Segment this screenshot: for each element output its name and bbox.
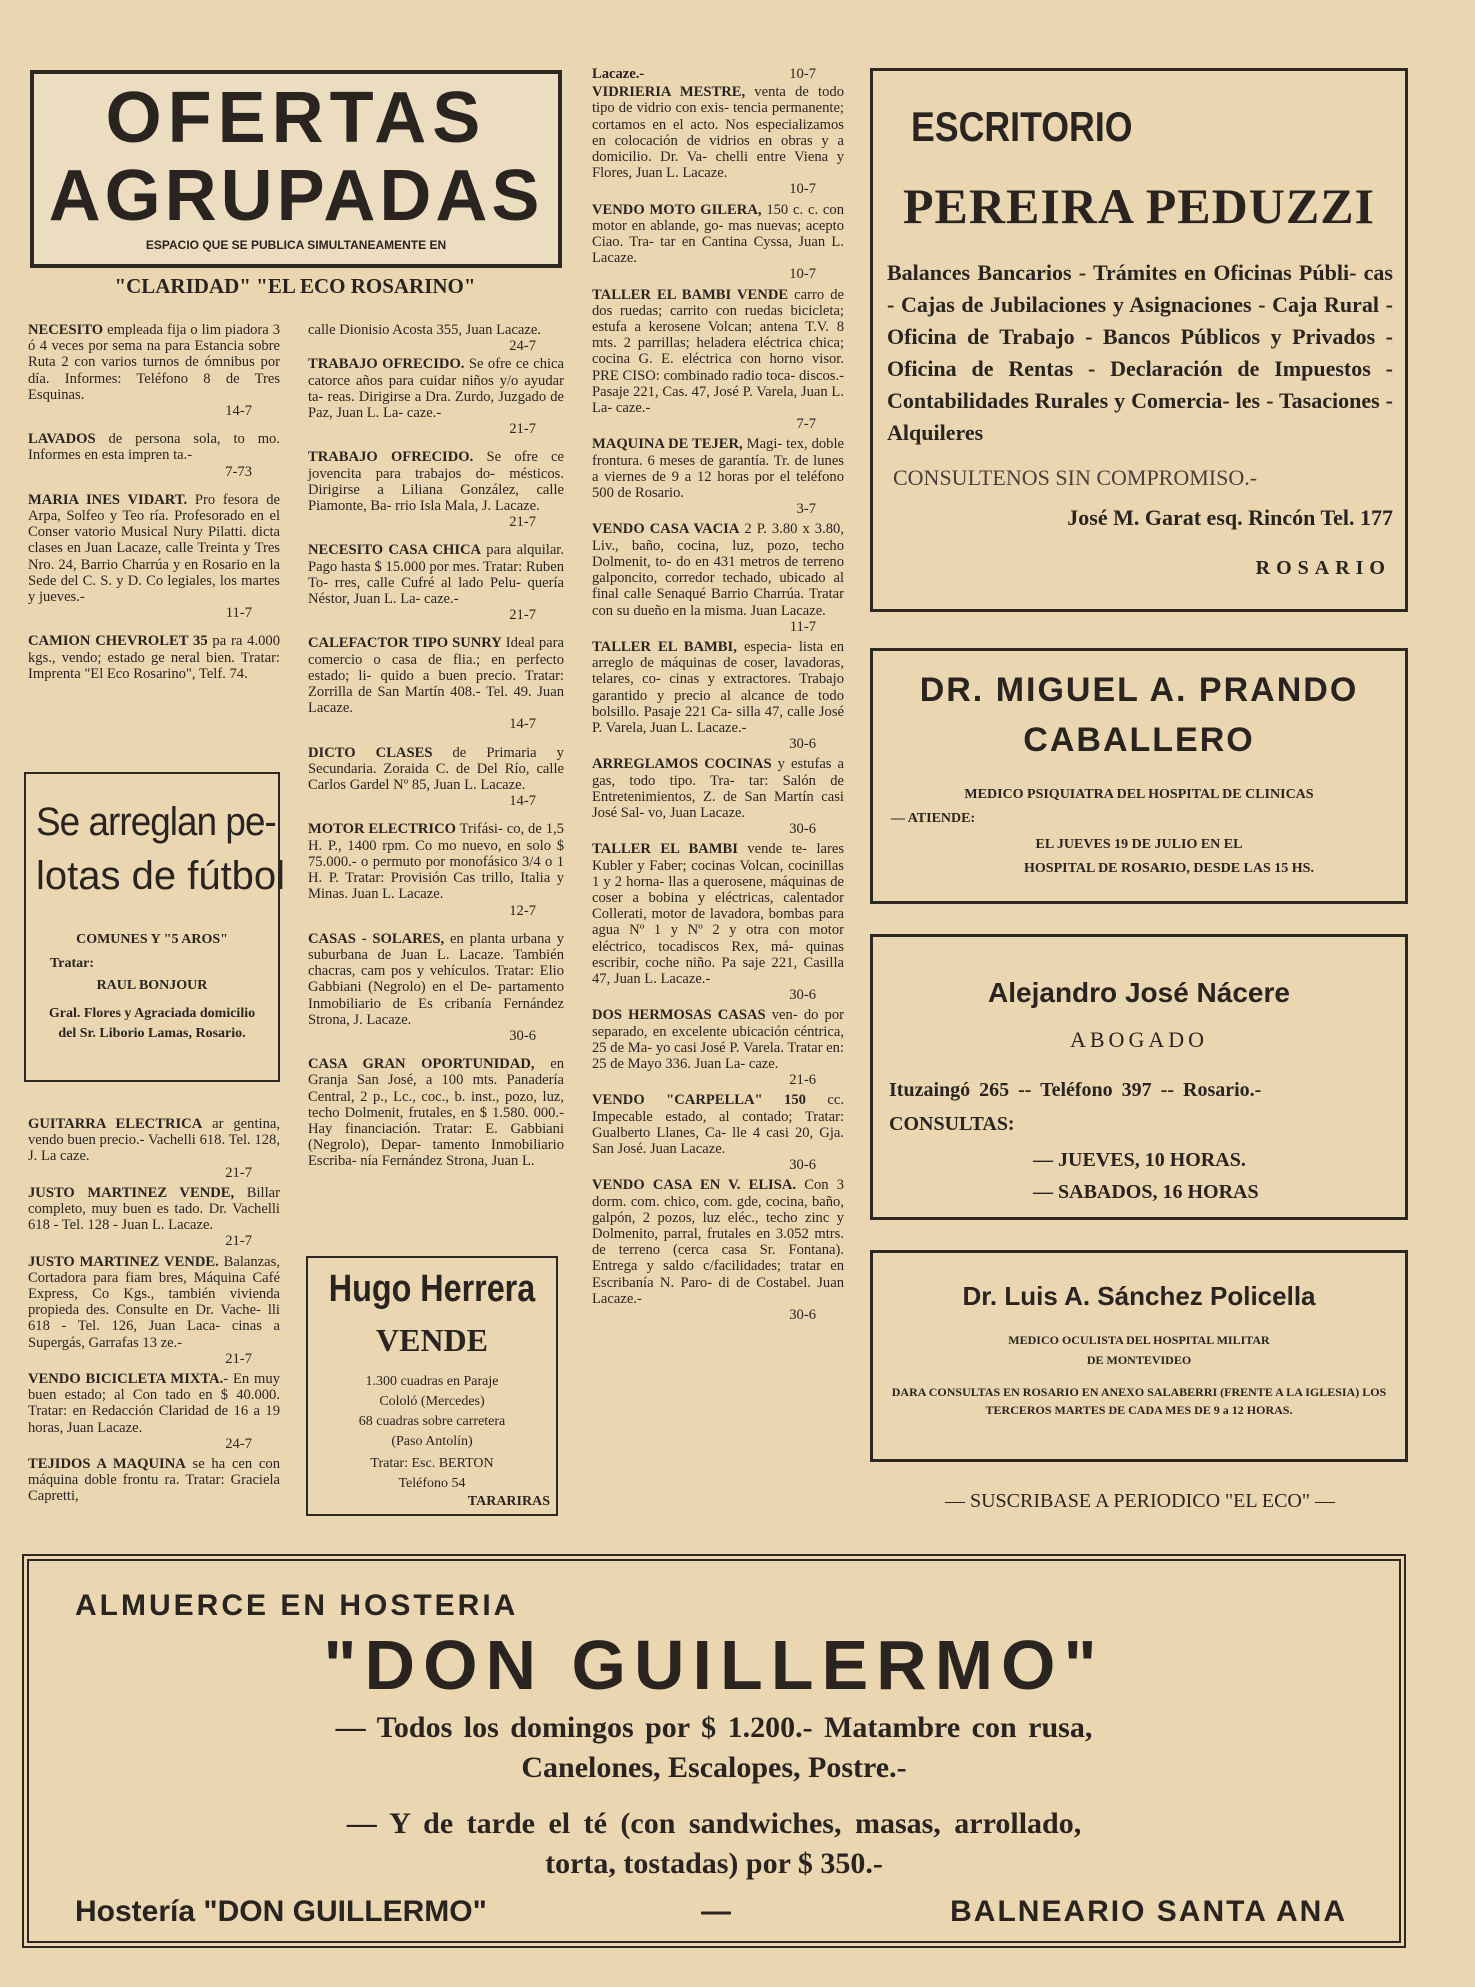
- herrera-l4: (Paso Antolín): [391, 1434, 473, 1449]
- ad-dionisio: calle Dionisio Acosta 355, Juan Lacaze. 24-7: [308, 322, 542, 355]
- hosteria-l1: ALMUERCE EN HOSTERIA: [75, 1589, 519, 1622]
- ad-camion: CAMION CHEVROLET 35 pa ra 4.000 kgs., vendo; estado ge neral bien. Tratar: Imprenta "El Eco Rosarino", Telf. 74.: [28, 633, 280, 682]
- ad-bambi-especialista: TALLER EL BAMBI, especia- lista en arreglo de máquinas de coser, lavadoras, telares, co- cinas y extractores. Trabajo garantido y precio al alcance de todo bolsillo. Pasaje 221 Ca- silla 47, calle José P. Varela, Juan L. Lacaze.- 30-6: [592, 638, 845, 753]
- herrera-ad: [306, 1256, 558, 1516]
- classifieds-col2: [308, 322, 564, 1182]
- sanchez-text: DARA CONSULTAS EN ROSARIO EN ANEXO SALABERRI (FRENTE A LA IGLESIA) LOS TERCEROS MARTES DE CADA MES DE 9 a 12 HORAS.: [891, 1385, 1387, 1417]
- ad-bicicleta: VENDO BICICLETA MIXTA.- En muy buen estado; al Con tado en $ 40.000. Tratar: en Redacción Claridad de 16 a 19 horas, Juan Lacaze. 24-7: [28, 1371, 280, 1452]
- ad-tejidos: TEJIDOS A MAQUINA se ha cen con máquina doble frontu ra. Tratar: Graciela Capretti,: [28, 1456, 280, 1505]
- nacere-name: Alejandro José Nácere: [988, 977, 1290, 1008]
- futbol-line1: Se arreglan pe-: [36, 800, 276, 844]
- ad-bambi-vende: TALLER EL BAMBI VENDE carro de dos ruedas; carrito con ruedas bicicleta; estufa a kerosene Volcan; antena T.V. 8 mts. 2 parrillas; heladera eléctrica chica; cocina G. E. eléctrica con horno visor. PRE CISO: combinado radio toca- discos.- Pasaje 221, Cas. 47, José P. Varela, Juan L. La- caze.- 7-7: [592, 286, 845, 433]
- classifieds-col1: [28, 322, 280, 694]
- sanchez-ad: [870, 1250, 1408, 1462]
- prando-ad: [870, 648, 1408, 904]
- hosteria-l6: torta, tostadas) por $ 350.-: [545, 1847, 883, 1880]
- header-title-line2: AGRUPADAS: [48, 156, 544, 236]
- ad-maquina-tejer: MAQUINA DE TEJER, Magi- tex, doble frontura. 6 meses de garantía. Tr. de lunes a viernes de 9 a 12 horas por el teléfono 500 de Rosario. 3-7: [592, 436, 844, 518]
- ad-moto-gilera: VENDO MOTO GILERA, 150 c. c. con motor en ablande, go- mas nuevas; acepto Ciao. Tra- tar en Cantina Cyssa, Juan L. Lacaze. 10-7: [592, 201, 844, 283]
- pereira-escritorio: ESCRITORIO: [911, 103, 1133, 150]
- prando-name1: DR. MIGUEL A. PRANDO: [919, 671, 1359, 709]
- futbol-addr: Gral. Flores y Agraciada domicilio del Sr. Liborio Lamas, Rosario.: [48, 1006, 256, 1041]
- hosteria-l3: — Todos los domingos por $ 1.200.- Matambre con rusa,: [335, 1711, 1093, 1744]
- ad-guitarra: GUITARRA ELECTRICA ar gentina, vendo buen precio.- Vachelli 618. Tel. 128, J. La caze. 21-7: [28, 1116, 280, 1181]
- ad-billar: JUSTO MARTINEZ VENDE, Billar completo, muy buen es tado. Dr. Vachelli 618 - Tel. 128 - Juan L. Lacaze. 21-7: [28, 1184, 280, 1250]
- pereira-city: ROSARIO: [1255, 557, 1391, 579]
- futbol-name: RAUL BONJOUR: [96, 978, 208, 993]
- hosteria-ad: [22, 1554, 1406, 1948]
- ad-trabajo-1: TRABAJO OFRECIDO. Se ofre ce chica catorce años para cuidar niños y/o ayudar ta- reas. Dirigirse a Dra. Zurdo, Juzgado de Paz, Juan L. La- caze.- 21-7: [308, 356, 565, 438]
- nacere-addr: Ituzaingó 265 -- Teléfono 397 -- Rosario.-: [889, 1079, 1262, 1101]
- herrera-l6: Teléfono 54: [398, 1476, 466, 1491]
- ad-casa-vacia: VENDO CASA VACIA 2 P. 3.80 x 3.80, Liv., baño, cocina, luz, pozo, techo Dolmenit, to- do en 431 metros de terreno galponcito, corredor techado, ubicado al final calle Senaqué Barrio Charrúa. Tratar con su dueño en la misma. Juan Lacaze. 11-7: [592, 521, 844, 635]
- ad-vidart: MARIA INES VIDART. Pro fesora de Arpa, Solfeo y Teo ría. Profesorado en el Conser vatorio Musical Nury Pilatti. dicta clases en Juan Lacaze, calle Treinta y Tres Nro. 24, Barrio Charrúa y en Rosario en la Sede del C. S. y D. Co legiales, los martes y jueves.- 11-7: [28, 491, 280, 622]
- herrera-vende: VENDE: [375, 1322, 488, 1358]
- ad-dicto-clases: DICTO CLASES de Primaria y Secundaria. Zoraida C. de Del Río, calle Carlos Gardel Nº 85, Juan L. Lacaze. 14-7: [308, 744, 564, 810]
- nacere-role: ABOGADO: [1070, 1027, 1208, 1052]
- hosteria-f1: Hostería "DON GUILLERMO": [75, 1895, 487, 1928]
- herrera-l5: Tratar: Esc. BERTON: [370, 1456, 494, 1471]
- ad-casas-solares: CASAS - SOLARES, en planta urbana y suburbana de Juan L. Lacaze. También chacras, cam pos y vehículos. Tratar: Elio Gabbiani (Negrolo) en el De- partamento Inmobiliario de Es cribanía Fernández Strona, J. Lacaze. 30-6: [308, 930, 564, 1044]
- herrera-name: Hugo Herrera: [328, 1268, 536, 1310]
- futbol-types: COMUNES Y "5 AROS": [76, 932, 228, 947]
- futbol-line2: lotas de fútbol: [36, 854, 286, 898]
- ad-necesito: NECESITO empleada fija o lim piadora 3 ó 4 veces por sema na para Estancia sobre Ruta 2 con varios turnos de ómnibus por día. Informes: Teléfono 8 de Tres Esquinas. 14-7: [28, 322, 280, 420]
- prando-role: MEDICO PSIQUIATRA DEL HOSPITAL DE CLINICAS: [964, 787, 1314, 802]
- prando-when1: EL JUEVES 19 DE JULIO EN EL: [1035, 837, 1243, 852]
- pereira-name: PEREIRA PEDUZZI: [902, 178, 1376, 234]
- ad-vidrieria: VIDRIERIA MESTRE, venta de todo tipo de vidrio con exis- tencia permanente; cortamos en el acto. Nos especializamos en colocación de vidrios en obras y a domicilio. Dr. Va- chelli entre Viena y Flores, Juan L. Lacaze. 10-7: [592, 84, 844, 198]
- pereira-ad: [870, 68, 1408, 612]
- ad-gran-oportunidad: CASA GRAN OPORTUNIDAD, en Granja San José, a 100 mts. Panadería Central, 2 p., Lc., coc., b. inst., pozo, luz, techo Dolmenit, frutales, en $ 1.580. 000.- Hay financiación. Tratar: E. Gabbiani (Negrolo), Depar- tamento Inmobiliario Escriba- nía Fernández Strona, Juan L.: [308, 1056, 564, 1170]
- herrera-l1: 1.300 cuadras en Paraje: [365, 1374, 499, 1389]
- header-tagline: ESPACIO QUE SE PUBLICA SIMULTANEAMENTE EN: [145, 238, 447, 252]
- header-box: [30, 70, 562, 268]
- ad-calefactor: CALEFACTOR TIPO SUNRY Ideal para comercio o casa de flia.; en perfecto estado; li- quido a buen precio. Tratar: Zorrilla de San Martín 408.- Tel. 49. Juan Lacaze. 14-7: [308, 635, 564, 733]
- herrera-l7: TARARIRAS: [467, 1494, 550, 1509]
- hosteria-l4: Canelones, Escalopes, Postre.-: [521, 1751, 907, 1784]
- ad-arreglamos: ARREGLAMOS COCINAS y estufas a gas, todo tipo. Tra- tar: Salón de Entretenimientos, Z. de San Martín casi José Sal- vo, Juan Lacaze. 30-6: [592, 756, 845, 838]
- pereira-consult: CONSULTENOS SIN COMPROMISO.-: [893, 465, 1258, 490]
- classifieds-col3: [592, 66, 844, 1335]
- hosteria-f3: BALNEARIO SANTA ANA: [950, 1895, 1347, 1928]
- ad-casa-chica: NECESITO CASA CHICA para alquilar. Pago hasta $ 15.000 por mes. Tratar: Ruben To- rres, calle Cufré al lado Pelu- quería Néstor, Juan L. La- caze.- 21-7: [308, 542, 564, 624]
- pereira-addr: José M. Garat esq. Rincón Tel. 177: [1067, 505, 1393, 530]
- prando-when2: HOSPITAL DE ROSARIO, DESDE LAS 15 HS.: [1024, 861, 1314, 876]
- sanchez-role1: MEDICO OCULISTA DEL HOSPITAL MILITAR: [1008, 1333, 1270, 1347]
- herrera-l3: 68 cuadras sobre carretera: [358, 1414, 506, 1429]
- ad-lavados: LAVADOS de persona sola, to mo. Informes en esta impren ta.- 7-73: [28, 431, 280, 480]
- ad-trabajo-2: TRABAJO OFRECIDO. Se ofre ce jovencita para trabajos do- mésticos. Dirigirse a Liliana González, calle Piamonte, Ba- rrio Isla Mala, J. Lacaze. 21-7: [308, 449, 564, 531]
- prando-atiende: — ATIENDE:: [891, 811, 976, 826]
- hosteria-f2: —: [701, 1895, 731, 1928]
- hosteria-l2: "DON GUILLERMO": [323, 1626, 1105, 1704]
- sanchez-name: Dr. Luis A. Sánchez Policella: [962, 1281, 1316, 1311]
- herrera-l2: Cololó (Mercedes): [379, 1394, 485, 1409]
- pereira-services: Balances Bancarios - Trámites en Oficinas Públi- cas - Cajas de Jubilaciones y Asignaciones - Caja Rural - Oficina de Trabajo - Bancos Públicos y Privados - Oficina de Rentas - Declaración de Impuestos - Contabilidades Rurales y Comercia- les - Tasaciones - Alquileres: [887, 260, 1393, 445]
- header-title-line1: OFERTAS: [105, 78, 487, 158]
- header-papers: "CLARIDAD" "EL ECO ROSARINO": [114, 274, 476, 298]
- ad-motor: MOTOR ELECTRICO Trifási- co, de 1,5 H. P., 1400 rpm. Co mo nuevo, en solo $ 75.000.- o permuto por monofásico 3/4 o 1 H. P. Tratar: Provisión Cas trillo, Italia y Minas. Juan L. Lacaze. 12-7: [308, 821, 564, 919]
- suscribase-line: — SUSCRIBASE A PERIODICO "EL ECO" —: [944, 1490, 1336, 1512]
- ad-carpella: VENDO "CARPELLA" 150 cc. Impecable estado, al contado; Tratar: Gualberto Llanes, Ca- lle 4 casi 20, Gja. San José. Juan Lacaze. 30-6: [592, 1092, 844, 1174]
- futbol-ad: [24, 772, 286, 1082]
- ad-bambi-telares: TALLER EL BAMBI vende te- lares Kubler y Faber; cocinas Volcan, cocinillas 1 y 2 horna- llas a querosene, máquinas de coser a bobina y eléctricas, calentador Collerati, motor de lavadora, bombas para agua Nº 1 y Nº 2 y otra con motor eléctrico, tocadiscos Rex, má- quinas escribir, coche niño. Pa saje 221, Casilla 47, Juan L. Lacaze.- 30-6: [592, 841, 844, 1004]
- nacere-c2: — SABADOS, 16 HORAS: [1033, 1181, 1259, 1203]
- nacere-ad: [870, 934, 1408, 1220]
- prando-name2: CABALLERO: [1023, 721, 1255, 759]
- futbol-tratar: Tratar:: [50, 956, 95, 971]
- nacere-c1: — JUEVES, 10 HORAS.: [1033, 1149, 1246, 1171]
- nacere-consultas: CONSULTAS:: [889, 1113, 1015, 1135]
- hosteria-l5: — Y de tarde el té (con sandwiches, masas, arrollado,: [346, 1807, 1082, 1840]
- ad-casa-elisa: VENDO CASA EN V. ELISA. Con 3 dorm. com. chico, com. gde, cocina, baño, galpón, 2 pozos, luz eléc., techo zinc y Dolmenito, parral, frutales en 3.052 mtrs. de terreno (cerca casa Sr. Fontana). Entrega y saldo c/facilidades; tratar en Escribanía N. Paro- di de Costabel. Juan Lacaze.- 30-6: [592, 1177, 844, 1324]
- ad-balanzas: JUSTO MARTINEZ VENDE. Balanzas, Cortadora para fiam bres, Máquina Café Express, Co Kgs., también vivienda propieda des. Consulte en Dr. Vache- lli 618 - Tel. 126, Juan Laca- cinas a Supergás, Garrafas 13 ze.- 21-7: [28, 1253, 280, 1367]
- classifieds-col1b: [28, 1116, 280, 1517]
- ad-lacaze: Lacaze.- 10-7: [592, 66, 816, 82]
- sanchez-role2: DE MONTEVIDEO: [1086, 1353, 1192, 1367]
- ad-dos-casas: DOS HERMOSAS CASAS ven- do por separado, en excelente ubicación céntrica, 25 de Ma- yo casi José P. Varela. Tratar en: 25 de Mayo 336. Juan La- caze. 21-6: [592, 1007, 844, 1089]
